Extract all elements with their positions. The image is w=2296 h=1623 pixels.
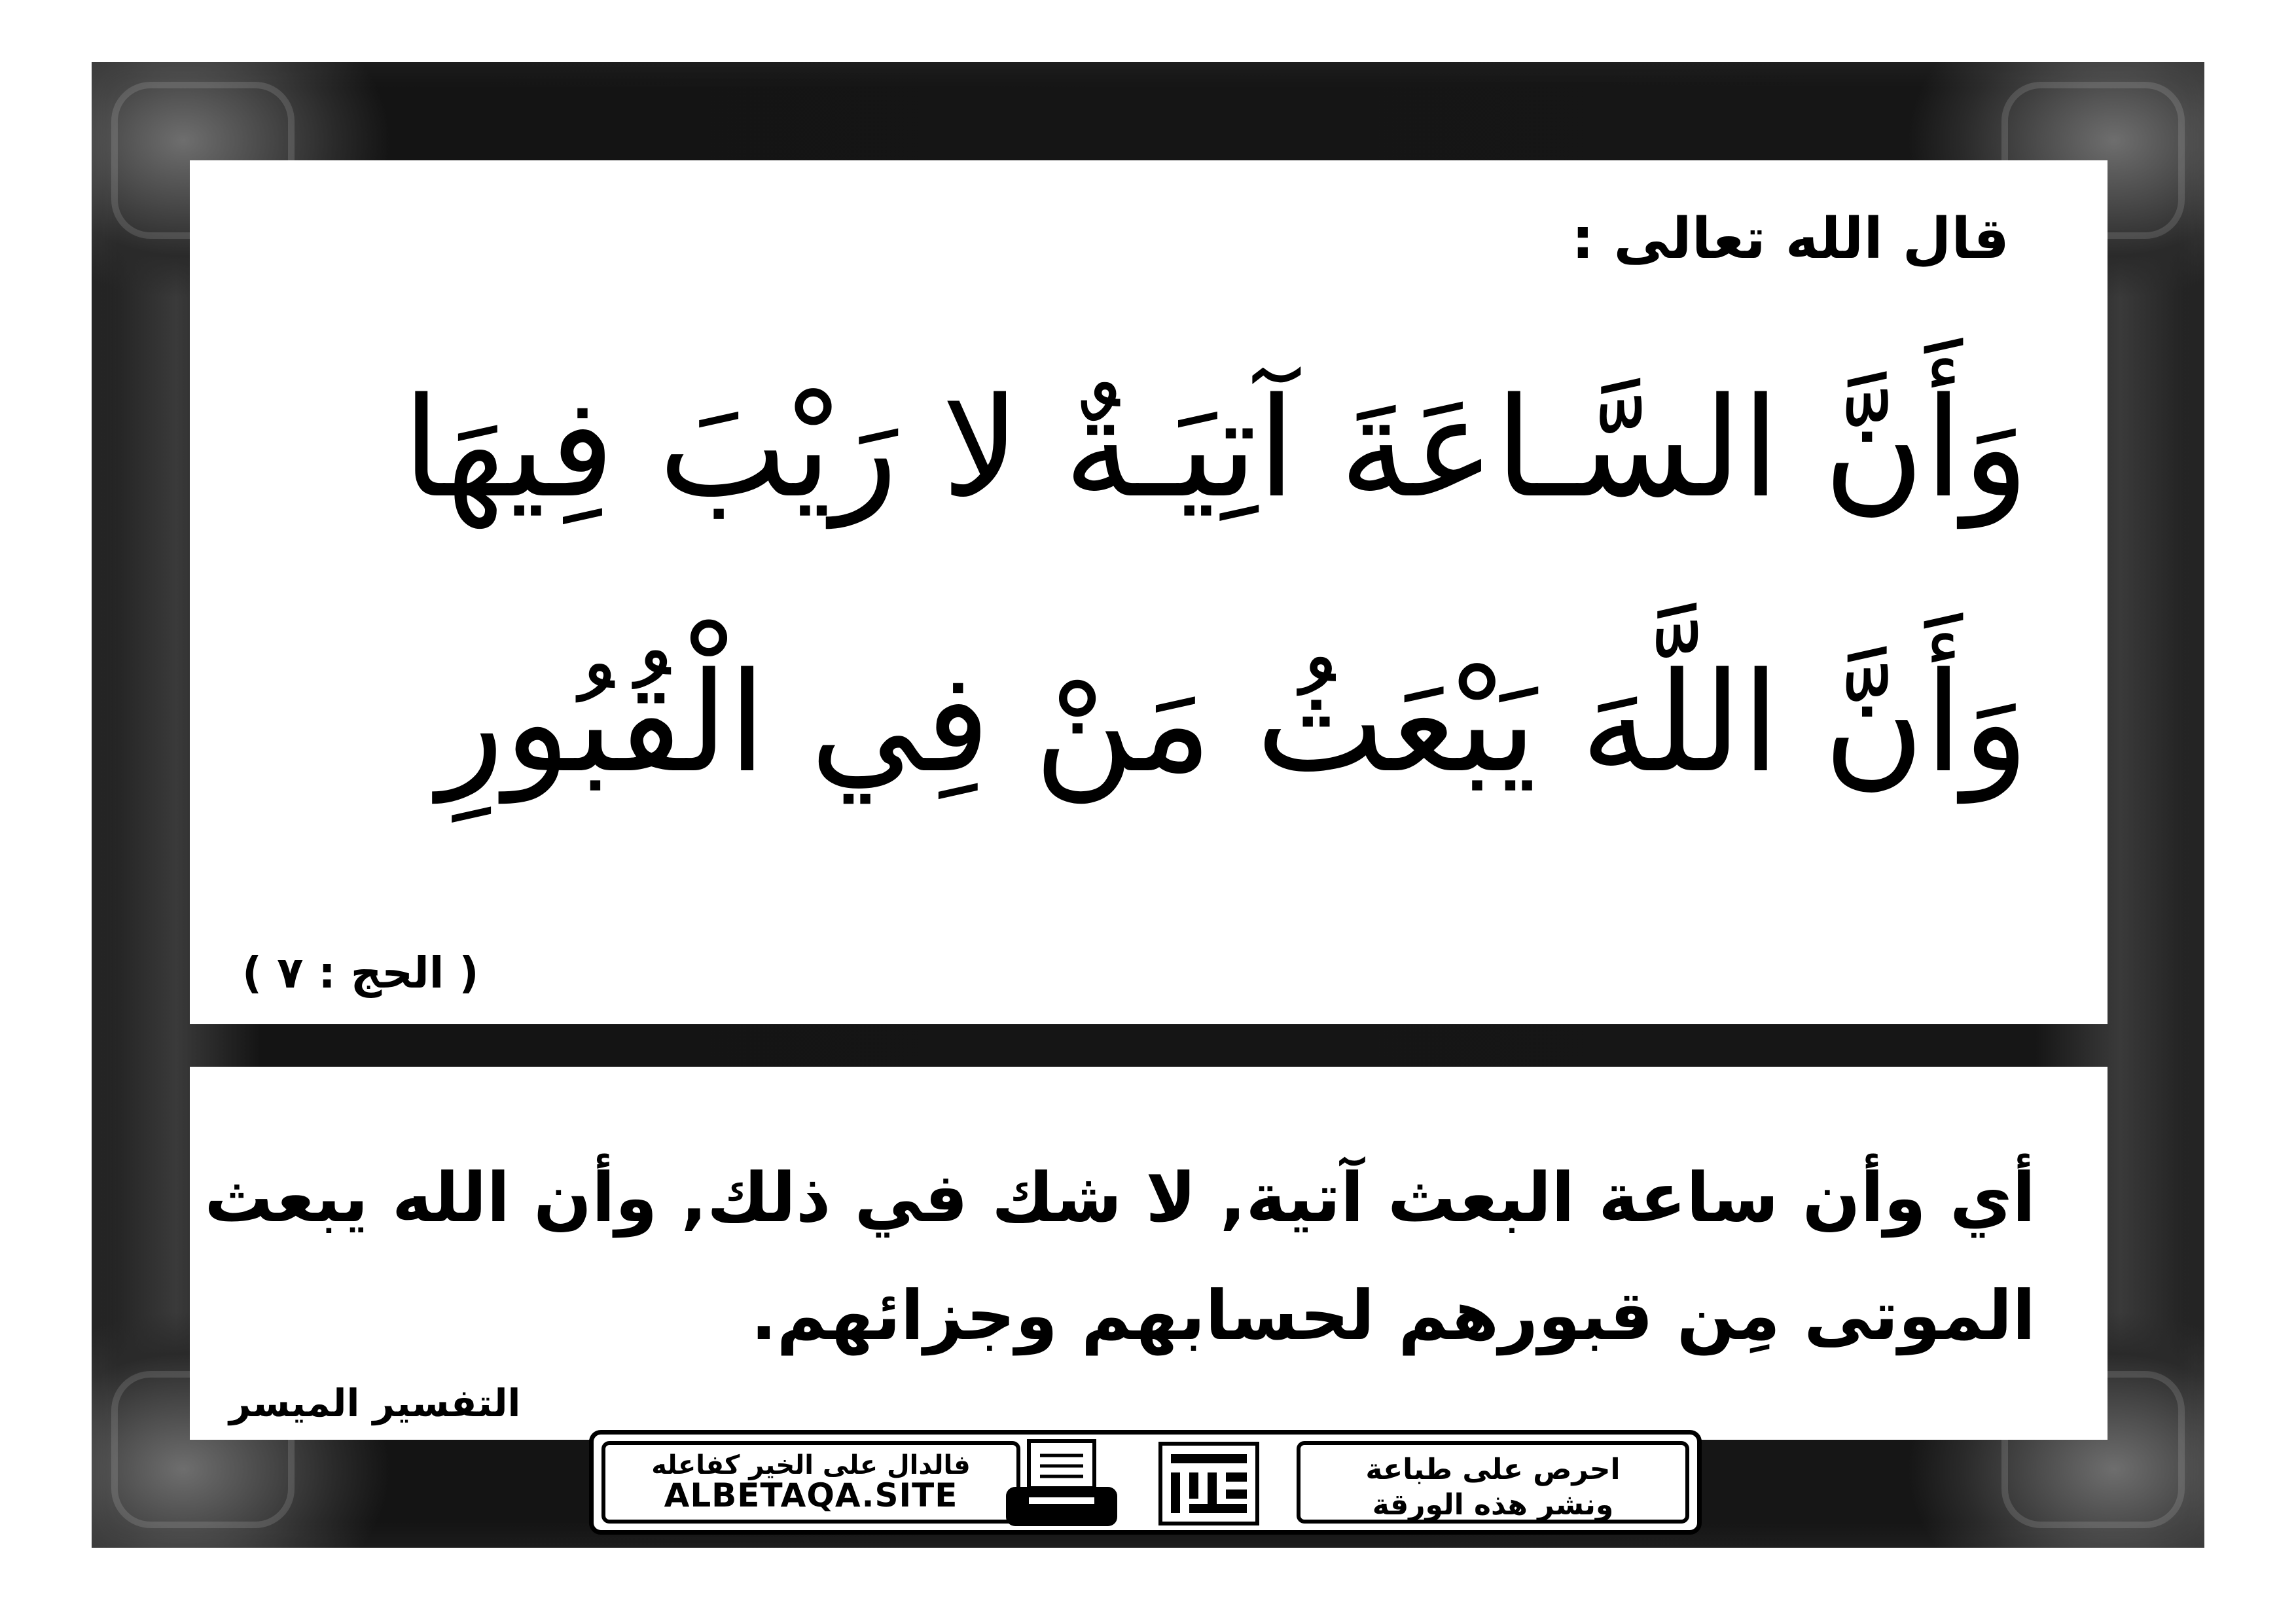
verse-line: وَأَنَّ اللَّهَ يَبْعَثُ مَنْ فِي الْقُبُورِ (437, 643, 2029, 803)
tafsir-panel (190, 1067, 2108, 1440)
verse-line: وَأَنَّ السَّـاعَةَ آتِيَـةٌ لا رَيْبَ فِيهَا (402, 368, 2029, 528)
verse-reference: ( الحج : ٧ ) (242, 948, 479, 998)
footer-tagline: فالدال على الخير كفاعله (651, 1450, 971, 1480)
tafsir-line: أي وأن ساعة البعث آتية, لا شك في ذلك, وأن الله يبعث (204, 1158, 2036, 1238)
tafsir-text (204, 1139, 2036, 1374)
verse-intro: قال الله تعالى : (1571, 206, 2009, 272)
footer-share-line: ونشر هذه الورقة (1372, 1488, 1614, 1522)
tafsir-source: التفسير الميسر (229, 1381, 521, 1425)
printer-icon (999, 1435, 1124, 1533)
footer-bar (589, 1430, 1702, 1535)
footer-print-line: احرص على طباعة (1365, 1453, 1621, 1486)
verse-panel (190, 160, 2108, 1024)
footer-right-box (1297, 1441, 1689, 1524)
footer-left-box (601, 1441, 1020, 1524)
logo-icon (1157, 1440, 1261, 1527)
site-link[interactable]: ALBETAQA.SITE (664, 1476, 958, 1514)
tafsir-line: الموتى مِن قبورهم لحسابهم وجزائهم. (751, 1275, 2036, 1355)
quran-verse (249, 311, 2029, 861)
